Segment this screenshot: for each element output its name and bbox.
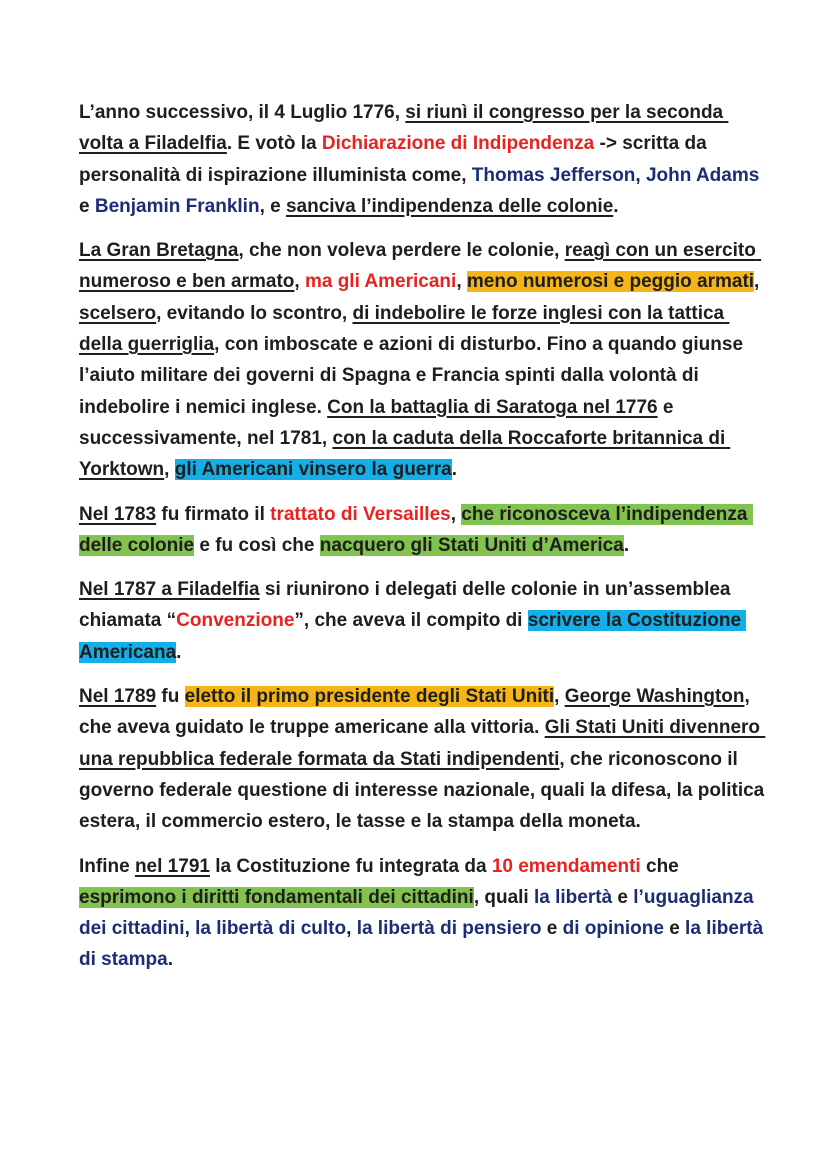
underlined-text: Con la battaglia di Saratoga nel 1776: [327, 396, 658, 418]
named-entity: di opinione: [562, 918, 664, 940]
highlighted-text: nacquero gli Stati Uniti d’America: [319, 534, 624, 556]
text-run: L’anno successivo, il 4 Luglio 1776,: [79, 102, 406, 123]
named-entity: la libertà: [534, 886, 613, 908]
key-term: Convenzione: [176, 610, 295, 632]
text-run: ,: [164, 459, 175, 481]
text-run: la Costituzione fu integrata da: [209, 855, 492, 877]
named-entity: Thomas Jefferson: [471, 164, 636, 186]
document-body: [79, 97, 768, 976]
highlighted-text: eletto il primo presidente degli Stati Uniti: [184, 686, 555, 708]
text-run: , quali: [473, 886, 534, 908]
paragraph-4: [79, 574, 768, 668]
underlined-text: Nel 1783: [79, 503, 157, 525]
text-run: e successivamente, nel 1781,: [79, 396, 679, 449]
underlined-text: di indebolire le forze inglesi con la tattica della guerriglia: [79, 302, 730, 356]
text-run: , evitando lo scontro,: [156, 302, 353, 324]
text-run: , che non voleva perdere le colonie,: [238, 240, 565, 262]
text-run: ,: [346, 918, 357, 940]
named-entity: la libertà di pensiero: [356, 918, 542, 940]
text-run: ,: [294, 271, 305, 293]
text-run: .: [176, 641, 182, 663]
text-run: , con imboscate e azioni di disturbo. Fino a quando giunse l’aiuto militare dei governi di Spagna e Francia spinti dalla volontà di indebolire i nemici inglese.: [79, 334, 749, 418]
highlighted-text: scrivere la Costituzione Americana: [79, 610, 746, 663]
text-run: fu firmato il: [156, 503, 271, 525]
text-run: , che riconoscono il governo federale questione di interesse nazionale, quali la difesa, la politica estera, il commercio estero, le tasse e la stampa della moneta.: [79, 748, 770, 833]
key-term: ma gli Americani: [304, 271, 457, 293]
underlined-text: La Gran Bretagna: [79, 240, 239, 262]
paragraph-2: [79, 235, 768, 485]
named-entity: la libertà di stampa: [79, 918, 769, 971]
highlighted-text: che riconosceva l’indipendenza delle colonie: [79, 503, 753, 556]
underlined-text: Nel 1789: [79, 686, 157, 708]
highlighted-text: gli Americani vinsero la guerra: [174, 459, 452, 481]
underlined-text: si riunì il congresso per la seconda volta a Filadelfia: [79, 102, 729, 155]
named-entity: John Adams: [645, 164, 760, 186]
highlighted-text: esprimono i diritti fondamentali dei cittadini: [79, 886, 474, 908]
key-term: 10 emendamenti: [491, 855, 641, 877]
text-run: Infine: [79, 855, 135, 877]
text-run: fu: [156, 686, 185, 708]
underlined-text: sanciva l’indipendenza delle colonie: [285, 195, 614, 217]
text-run: ,: [554, 686, 565, 708]
text-run: .: [623, 534, 630, 556]
text-run: .: [167, 949, 173, 971]
text-run: e: [79, 164, 765, 217]
paragraph-6: [79, 851, 768, 976]
text-run: che: [640, 855, 685, 877]
paragraph-5: [79, 681, 768, 837]
text-run: , che aveva guidato le truppe americane alla vittoria.: [79, 686, 756, 739]
underlined-text: nel 1791: [134, 855, 210, 877]
key-term: trattato di Versailles: [270, 503, 451, 525]
underlined-text: con la caduta della Roccaforte britannica di Yorktown: [79, 427, 731, 481]
text-run: ,: [184, 918, 196, 940]
underlined-text: reagì con un esercito numeroso e ben armato: [79, 240, 762, 293]
text-run: ”, che aveva il compito di: [294, 610, 528, 632]
paragraph-1: [79, 97, 768, 222]
paragraph-3: [79, 499, 768, 562]
text-run: .: [613, 195, 619, 217]
text-run: e: [541, 918, 563, 940]
text-run: ,: [456, 271, 467, 293]
key-term: Dichiarazione di Indipendenza: [321, 133, 595, 155]
named-entity: Benjamin Franklin: [94, 195, 260, 217]
text-run: e fu così che: [194, 534, 320, 556]
underlined-text: Gli Stati Uniti divennero una repubblica federale formata da Stati indipendenti: [79, 717, 766, 770]
underlined-text: scelsero: [79, 302, 157, 324]
underlined-text: Nel 1787 a Filadelfia: [79, 579, 260, 601]
text-run: -> scritta da personalità di ispirazione illuminista come,: [79, 133, 712, 186]
text-run: e: [663, 918, 686, 940]
named-entity: l’uguaglianza dei cittadini: [79, 886, 759, 940]
text-run: .: [451, 459, 458, 481]
text-run: si riunirono i delegati delle colonie in un’assemblea chiamata “: [79, 579, 736, 632]
text-run: , e: [259, 195, 286, 217]
text-run: ,: [635, 164, 646, 186]
text-run: . E votò la: [226, 133, 322, 155]
highlighted-text: meno numerosi e peggio armati: [466, 271, 755, 293]
underlined-text: George Washington: [564, 686, 745, 708]
named-entity: la libertà di culto: [195, 918, 347, 940]
text-run: ,: [450, 503, 462, 525]
text-run: e: [612, 886, 634, 908]
text-run: ,: [754, 271, 765, 293]
